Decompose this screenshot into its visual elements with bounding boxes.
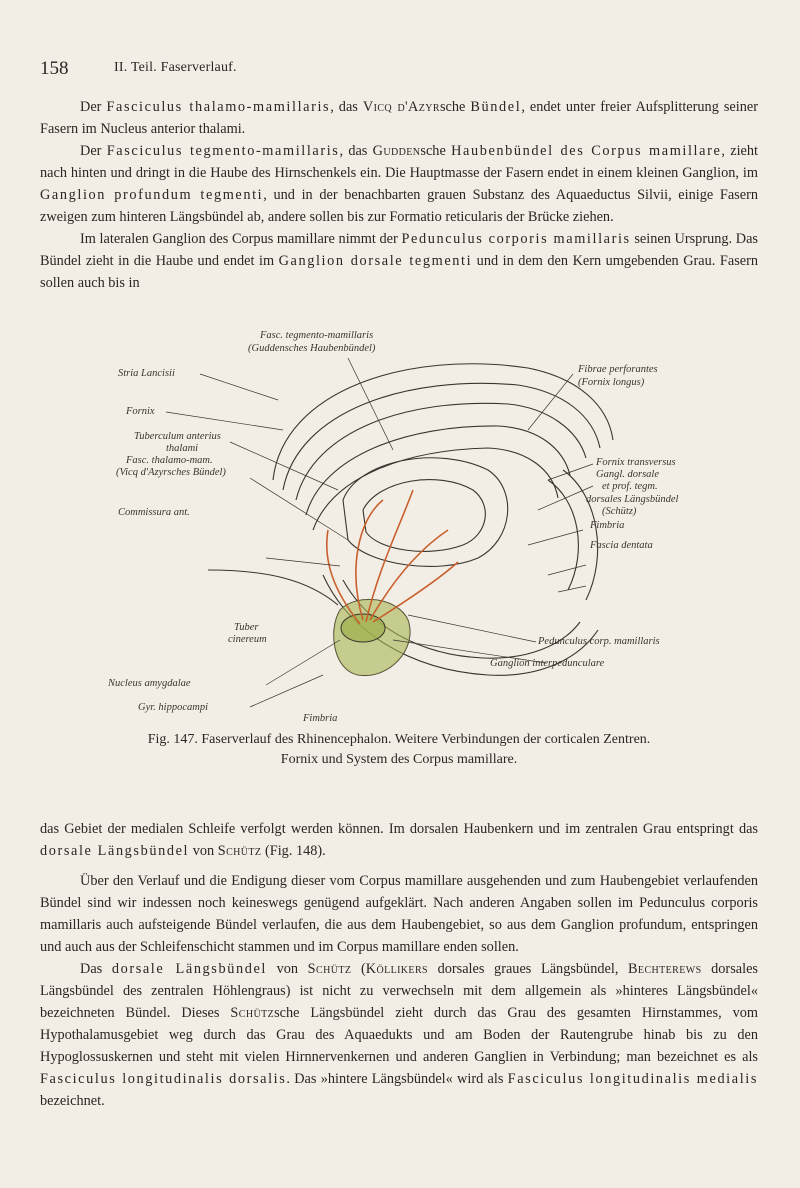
figure-caption <box>40 730 758 770</box>
base-line <box>208 570 338 605</box>
label-ganglion-interpedunculare: Ganglion interpedunculare <box>490 658 605 669</box>
label-fasc-tegmento: Fasc. tegmento-mamillaris <box>260 330 374 341</box>
label-stria-lancisii: Stria Lancisii <box>118 368 175 379</box>
dentate-curve-2 <box>563 470 598 600</box>
label-nucleus-amygdalae: Nucleus amygdalae <box>108 678 191 689</box>
leader-pedunculus <box>408 615 536 642</box>
label-gyr-hippocampi: Gyr. hippocampi <box>138 702 208 713</box>
label-gangl-dorsale: Gangl. dorsale <box>596 469 659 480</box>
leader-fasc-tegmento <box>348 358 393 450</box>
label-fimbria-bottom: Fimbria <box>303 713 338 724</box>
leader-fasc-thalamo <box>250 478 348 540</box>
label-dorsales-laengsbuendel: dorsales Längsbündel <box>586 494 679 505</box>
label-fornix: Fornix <box>126 406 155 417</box>
label-tuberculum-sub: thalami <box>166 443 199 454</box>
label-tuberculum: Tuberculum anterius <box>134 431 221 442</box>
label-fornix-transversus: Fornix transversus <box>596 457 676 468</box>
label-fasc-thalamo-sub: (Vicq d'Azyrsches Bündel) <box>116 467 226 478</box>
page-number: 158 <box>40 58 69 79</box>
label-schuetz: (Schütz) <box>602 506 637 517</box>
fornix-arc <box>306 426 570 515</box>
caption-line-1: Fig. 147. Faserverlauf des Rhinencephalon. Weitere Verbindungen der corticalen Zentren. <box>147 732 651 747</box>
label-fasc-tegmento-sub: (Guddensches Haubenbündel) <box>248 343 376 354</box>
leader-fornix <box>166 412 283 430</box>
label-fimbria-right: Fimbria <box>590 520 625 531</box>
text-block-top <box>40 96 758 294</box>
label-fibrae: Fibrae perforantes <box>578 364 658 375</box>
text-block-bottom <box>40 818 758 1112</box>
brain-diagram <box>108 330 718 725</box>
paragraph-verlauf: Über den Verlauf und die Endigung dieser vom Corpus mamillare ausgehenden und zum Haubengebiet verlaufenden Bündel sind wir indessen noch keineswegs genügend aufgeklärt. Nach anderen Angaben sollen im Pedunculus corporis mamillaris auch aufsteigende Bündel verlaufen, die aus dem Haubengebiet, so aus dem Ganglion profundum, entspringen und auch aus der Schleifenschicht stammen und im Corpus mamillare enden sollen. <box>40 873 758 955</box>
label-tuber: Tuber <box>234 622 259 633</box>
leader-gyr <box>250 675 323 707</box>
paragraph-dorsales-laengsbuendel: Das dorsale Längsbündel von Schütz (Köllikers dorsales graues Längsbündel, Bechterews dorsales Längsbündel des zentralen Höhlengraus) ist nicht zu verwechseln mit dem allgemein als »hinteres Längsbündel« bezeichneten Bündel. Dieses Schützsche Längsbündel zieht durch das Grau des gesamten Hirnstammes, vom Hypothalamusgebiet weg durch das Grau des Aquaedukts und am Boden der Rautengrube hinab bis zu den Hypoglossuskernen und steht mit vielen Hirnnervenkernen und anderen Ganglien in Verbindung; man bezeichnet es als Fasciculus longitudinalis dorsalis. Das »hintere Längsbündel« wird als Fasciculus longitudinalis medialis bezeichnet. <box>40 961 759 1109</box>
label-fascia-dentata: Fascia dentata <box>590 540 653 551</box>
thalamus-inner <box>363 480 485 552</box>
paragraph-thalamo-mamillaris: Der Fasciculus thalamo-mamillaris, das Vicq d'Azyrsche Bündel, endet unter freier Aufsplitterung seiner Fasern im Nucleus anterior thalami. <box>40 99 758 137</box>
running-title: II. Teil. Faserverlauf. <box>114 60 237 75</box>
leader-gangl <box>538 486 593 510</box>
leader-fornix-trans <box>548 464 593 480</box>
leader-nucleus <box>266 640 340 685</box>
leader-tuberculum <box>230 442 338 490</box>
label-fasc-thalamo: Fasc. thalamo-mam. <box>126 455 213 466</box>
label-pedunculus: Pedunculus corp. mamillaris <box>538 636 660 647</box>
leader-fascia <box>558 586 586 592</box>
label-gangl-prof: et prof. tegm. <box>602 481 658 492</box>
paragraph-pedunculus: Im lateralen Ganglion des Corpus mamillare nimmt der Pedunculus corporis mamillaris seinen Ursprung. Das Bündel zieht in die Haube und endet im Ganglion dorsale tegmenti und in dem den Kern umgebenden Grau. Fasern sollen auch bis in <box>40 231 759 291</box>
paragraph-continuation: das Gebiet der medialen Schleife verfolgt werden können. Im dorsalen Haubenkern und im zentralen Grau entspringt das dorsale Längsbündel von Schütz (Fig. 148). <box>40 821 758 859</box>
figure-rhinencephalon <box>108 330 718 725</box>
leader-fimbria-r <box>548 565 586 575</box>
paragraph-tegmento-mamillaris: Der Fasciculus tegmento-mamillaris, das Guddensche Haubenbündel des Corpus mamillare, zieht nach hinten und dringt in die Haube des Hirnschenkels ein. Die Hauptmasse der Fasern endet in einem kleinen Ganglion, im Ganglion profundum tegmenti, und in der benachbarten grauen Substanz des Aquaeductus Silvii, einige Fasern zweigen zum hinteren Längsbündel ab, andere sollen bis zur Formatio reticularis der Brücke ziehen. <box>40 143 759 225</box>
callosum-arc-outer <box>273 364 613 480</box>
page-header <box>40 58 760 82</box>
fiber-5 <box>373 562 458 622</box>
label-tuber-cinereum: cinereum <box>228 634 267 645</box>
leader-dorsales <box>528 530 583 545</box>
label-fibrae-sub: (Fornix longus) <box>578 377 645 388</box>
leader-stria <box>200 374 278 400</box>
caption-line-2: Fornix und System des Corpus mamillare. <box>280 752 518 767</box>
label-commissura: Commissura ant. <box>118 507 190 518</box>
